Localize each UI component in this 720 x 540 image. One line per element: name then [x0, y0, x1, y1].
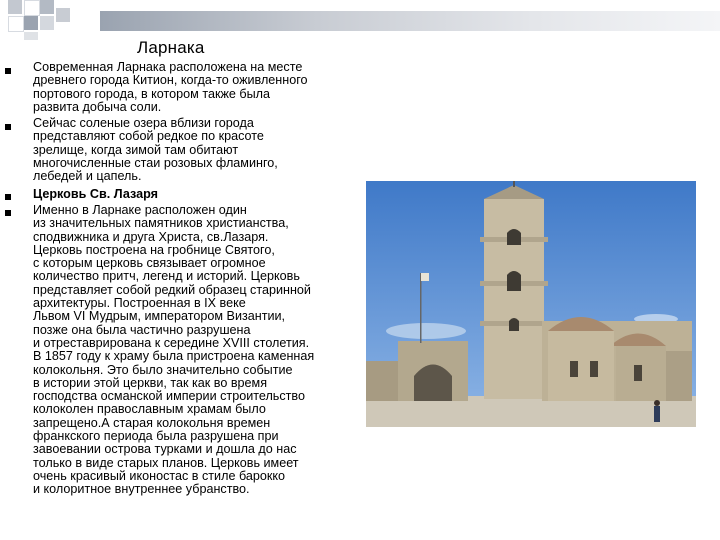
paragraph-heading-church: Церковь Св. Лазаря: [33, 187, 158, 201]
square-bullet-icon: [5, 194, 11, 200]
paragraph-salt-lakes: Сейчас соленые озера вблизи города представляют собой редкое по красоте зрелище, когда зимой там обитают многочисленные стаи розовых фламинго, лебедей и цапель.: [33, 116, 278, 184]
deco-square: [56, 8, 70, 22]
deco-square: [24, 32, 38, 40]
square-bullet-icon: [5, 68, 11, 74]
header-decoration: [0, 0, 720, 40]
paragraph-larnaka-intro: Современная Ларнака расположена на месте древнего города Китион, когда-то оживленного портового города, в котором также была развита добыча соли.: [33, 60, 308, 114]
deco-square: [40, 0, 54, 14]
deco-square: [8, 16, 24, 32]
square-bullet-icon: [5, 124, 11, 130]
slide-title: Ларнака: [137, 38, 205, 57]
header-stripe: [100, 11, 720, 31]
deco-square: [24, 16, 38, 30]
church-photo: [366, 181, 696, 427]
deco-square: [8, 0, 22, 14]
square-bullet-icon: [5, 210, 11, 216]
deco-square: [40, 16, 54, 30]
deco-square: [24, 0, 40, 16]
paragraph-church-history: Именно в Ларнаке расположен один из значительных памятников христианства, сподвижника и друга Христа, св.Лазаря. Церковь построена на гробнице Святого, с которым церковь связывает огромное количество притч, легенд и историй. Церковь представляет собой редкий образец старинной архитектуры. Построенная в IX веке Львом VI Мудрым, императором Византии, позже она была частично разрушена и отреставрирована к середине XVIII столетия. В 1857 году к храму была пристроена каменная колокольня. Это было значительно событие в истории этой церкви, так как во время господства османской империи строительство колоколен православным храмам было запрещено.А старая колокольня времен франкского периода была разрушена при завоевании острова турками и дошла до нас только в виде старых планов. Церковь имеет очень красивый иконостас в стиле барокко и колоритное внутреннее убранство.: [33, 203, 315, 497]
